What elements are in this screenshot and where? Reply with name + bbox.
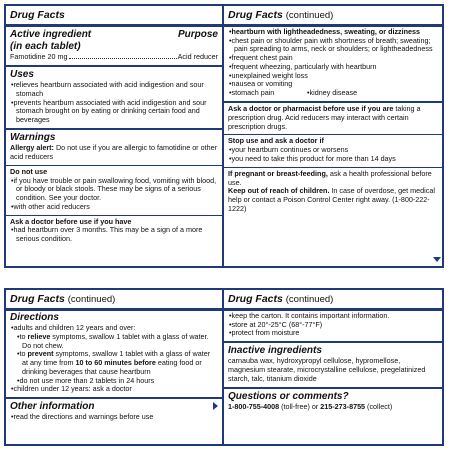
ask-pharmacist-heading: Ask a doctor or pharmacist before use if you are bbox=[228, 104, 394, 114]
ask-doctor-item: • kidney disease bbox=[306, 89, 357, 98]
storage-item: • keep the carton. It contains important information. bbox=[228, 312, 438, 321]
ingredient-name: Famotidine 20 mg bbox=[10, 52, 68, 62]
inactive-ingredients-column bbox=[224, 290, 442, 415]
questions-section: Questions or comments? 1-800-755-4008 (toll-free) or 215-273-8755 (collect) bbox=[224, 389, 442, 415]
inactive-ingredients-text: carnauba wax, hydroxypropyl cellulose, hypromellose, magnesium stearate, microcrystalline cellulose, pregelatinized starch, talc, titanium dioxide bbox=[228, 356, 426, 383]
ask-doctor-heading: Ask a doctor before use if you have bbox=[10, 216, 132, 226]
warnings-section bbox=[6, 130, 222, 166]
directions-max-dose: • do not use more than 2 tablets in 24 hours bbox=[10, 377, 218, 386]
ask-doctor-item: • frequent chest pain bbox=[228, 54, 438, 63]
stop-use-heading: Stop use and ask a doctor if bbox=[228, 136, 324, 146]
bottom-panel bbox=[4, 288, 444, 446]
directions-children: • children under 12 years: ask a doctor bbox=[10, 385, 218, 394]
uses-heading: Uses bbox=[10, 68, 34, 80]
do-not-use-section bbox=[6, 166, 222, 216]
other-information-heading: Other information bbox=[10, 401, 95, 413]
stop-use-item: • you need to take this product for more than 14 days bbox=[228, 155, 438, 164]
directions-section bbox=[6, 311, 222, 399]
directions-adults: • adults and children 12 years and over: bbox=[10, 324, 218, 333]
ask-doctor-item: • nausea or vomiting bbox=[228, 80, 438, 89]
questions-heading: Questions or comments? bbox=[228, 390, 349, 402]
stop-use-section bbox=[224, 135, 442, 167]
continued-arrow-icon bbox=[213, 402, 218, 410]
drug-facts-continued-title: Drug Facts (continued) bbox=[224, 6, 442, 27]
purpose-heading: Purpose bbox=[177, 28, 218, 40]
directions-column bbox=[6, 290, 222, 425]
keep-out-heading: Keep out of reach of children. bbox=[228, 186, 330, 196]
inactive-ingredients-section bbox=[224, 343, 442, 389]
do-not-use-item: • with other acid reducers bbox=[10, 203, 218, 212]
storage-item: • protect from moisture bbox=[228, 329, 438, 338]
phone-toll-free: 1-800-755-4008 bbox=[228, 401, 280, 411]
warnings-heading: Warnings bbox=[10, 132, 56, 144]
phone-collect: 215-273-8755 bbox=[320, 401, 366, 411]
inactive-ingredients-heading: Inactive ingredients bbox=[228, 345, 322, 357]
ask-doctor-item: • unexplained weight loss bbox=[228, 72, 438, 81]
ask-doctor-section bbox=[6, 216, 222, 247]
ask-pharmacist-text: taking a prescription drug. Acid reducers may interact with certain prescription drugs. bbox=[228, 104, 421, 131]
allergy-alert-label: Allergy alert: bbox=[10, 143, 54, 153]
storage-section bbox=[224, 311, 442, 343]
do-not-use-item: • if you have trouble or pain swallowing food, vomiting with blood, or bloody or black stools. These may be signs of a serious condition. See your doctor. bbox=[10, 177, 218, 203]
drug-facts-right-column bbox=[224, 6, 442, 217]
active-ingredient-subheading: (in each tablet) bbox=[10, 40, 81, 52]
ask-doctor-item: • stomach pain bbox=[228, 89, 306, 98]
do-not-use-heading: Do not use bbox=[10, 166, 48, 176]
top-panel bbox=[4, 4, 444, 268]
directions-heading: Directions bbox=[10, 311, 59, 323]
ask-doctor-item: • heartburn with lightheadedness, sweating, or dizziness bbox=[228, 28, 438, 37]
drug-facts-title: Drug Facts bbox=[6, 6, 222, 27]
storage-item: • store at 20°-25°C (68°-77°F) bbox=[228, 321, 438, 330]
drug-facts-continued-title: Drug Facts (continued) bbox=[6, 290, 222, 311]
stop-use-item: • your heartburn continues or worsens bbox=[228, 146, 438, 155]
drug-facts-continued-title: Drug Facts (continued) bbox=[224, 290, 442, 311]
uses-section bbox=[6, 67, 222, 130]
ask-doctor-item: • had heartburn over 3 months. This may be a sign of a more serious condition. bbox=[10, 226, 218, 244]
ingredient-purpose: Acid reducer bbox=[177, 52, 218, 62]
uses-item: • prevents heartburn associated with acid indigestion and sour stomach brought on by eating or drinking certain food and beverages bbox=[10, 99, 218, 125]
other-information-section bbox=[6, 399, 222, 425]
other-information-item: • read the directions and warnings before use bbox=[10, 413, 218, 422]
ask-doctor-item: • frequent wheezing, particularly with heartburn bbox=[228, 63, 438, 72]
continued-arrow-icon bbox=[433, 257, 441, 262]
active-ingredient-heading: Active ingredient bbox=[10, 28, 92, 40]
directions-relieve: • to relieve symptoms, swallow 1 tablet with a glass of water. Do not chew. bbox=[10, 333, 218, 351]
uses-item: • relieves heartburn associated with acid indigestion and sour stomach bbox=[10, 81, 218, 99]
pregnancy-section bbox=[224, 168, 442, 217]
ask-doctor-item: • chest pain or shoulder pain with shortness of breath; sweating; pain spreading to arms, neck or shoulders; or lightheadedness bbox=[228, 37, 438, 55]
ask-doctor-continued-section bbox=[224, 27, 442, 103]
keep-out-text: In case of overdose, get medical help or contact a Poison Control Center right away. (1-800-222-1222) bbox=[228, 186, 435, 213]
ask-pharmacist-section bbox=[224, 103, 442, 135]
pregnancy-text: ask a health professional before use. bbox=[228, 168, 432, 187]
pregnancy-heading: If pregnant or breast-feeding, bbox=[228, 168, 328, 178]
drug-facts-left-column bbox=[6, 6, 222, 247]
directions-prevent: • to prevent symptoms, swallow 1 tablet with a glass of water at any time from 10 to 60 minutes before eating food or drinking beverages that cause heartburn bbox=[10, 350, 218, 376]
allergy-alert-text: Do not use if you are allergic to famotidine or other acid reducers bbox=[10, 143, 217, 162]
active-ingredient-section bbox=[6, 27, 222, 67]
